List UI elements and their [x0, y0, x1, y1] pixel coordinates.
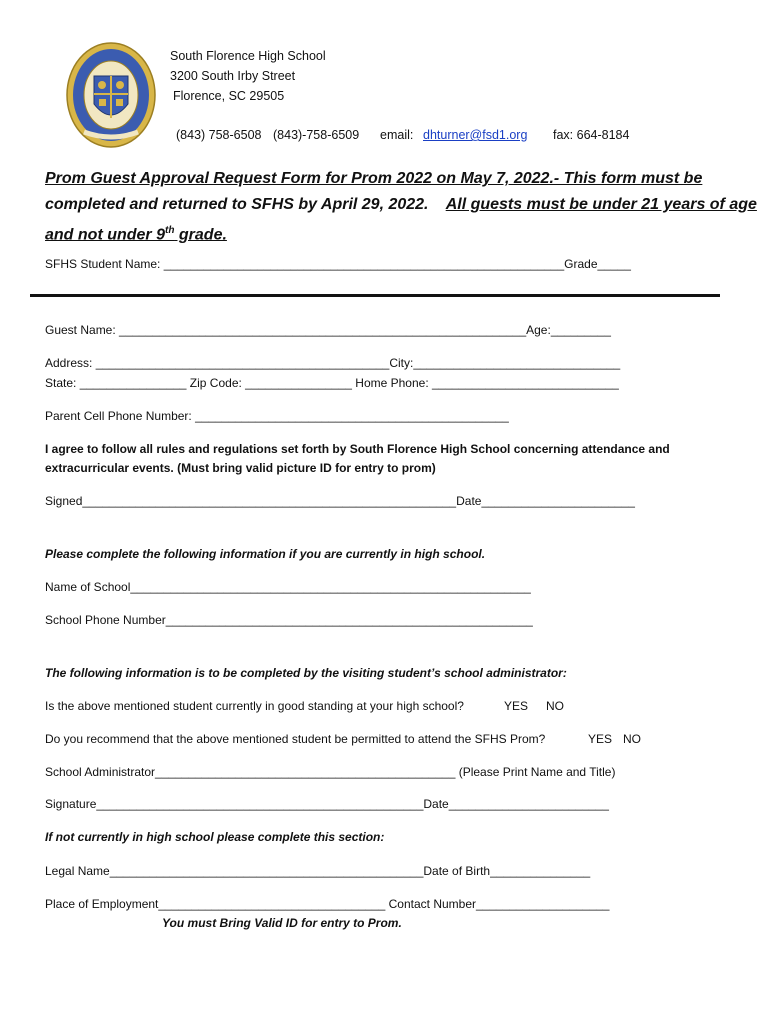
student-name-field[interactable]: SFHS Student Name: ____________________________________________________________Grade_____ — [45, 257, 631, 271]
agreement-line-2: extracurricular events. (Must bring valid picture ID for entry to prom) — [45, 461, 436, 475]
recommend-yes[interactable]: YES — [588, 732, 613, 746]
recommend-no[interactable]: NO — [623, 732, 641, 746]
good-standing-no[interactable]: NO — [546, 699, 564, 713]
school-street: 3200 South Irby Street — [170, 69, 296, 83]
fax-number: fax: 664-8184 — [553, 128, 630, 142]
recommend-question: Do you recommend that the above mentioned student be permitted to attend the SFHS Prom? — [45, 732, 546, 746]
valid-id-note: You must Bring Valid ID for entry to Prom. — [162, 916, 402, 930]
not-in-school-heading: If not currently in high school please complete this section: — [45, 830, 385, 844]
school-name-field[interactable]: Name of School____________________________________________________________ — [45, 580, 531, 594]
section-divider — [30, 294, 720, 297]
school-name: South Florence High School — [170, 49, 326, 63]
parent-phone-field[interactable]: Parent Cell Phone Number: _______________________________________________ — [45, 409, 509, 423]
guest-name-field[interactable]: Guest Name: _____________________________________________________________Age:_________ — [45, 323, 611, 337]
agreement-line-1: I agree to follow all rules and regulations set forth by South Florence High School concerning attendance and — [45, 442, 670, 456]
form-title-line-1: Prom Guest Approval Request Form for Prom 2022 on May 7, 2022.- This form must be — [45, 170, 703, 187]
school-city: Florence, SC 29505 — [173, 89, 285, 103]
state-zip-phone-field[interactable]: State: ________________ Zip Code: ________________ Home Phone: ____________________________ — [45, 376, 619, 390]
phone-2: (843)-758-6509 — [273, 128, 360, 142]
signed-date-field[interactable]: Signed________________________________________________________Date_______________________ — [45, 494, 635, 508]
phone-1: (843) 758-6508 — [176, 128, 262, 142]
deadline-text: completed and returned to SFHS by April 29, 2022. — [45, 196, 429, 213]
form-title-line-2 — [45, 192, 757, 218]
form-title-line-3: and not under 9th grade. — [45, 225, 227, 244]
administrator-heading: The following information is to be completed by the visiting student’s school administrator: — [45, 666, 567, 680]
employment-field[interactable]: Place of Employment__________________________________ Contact Number____________________ — [45, 897, 610, 911]
email-label: email: — [380, 128, 414, 142]
age-requirement: All guests must be under 21 years of age — [445, 196, 757, 213]
email-link[interactable]: dhturner@fsd1.org — [423, 128, 528, 142]
legal-name-field[interactable]: Legal Name_______________________________________________Date of Birth_______________ — [45, 864, 591, 878]
good-standing-question: Is the above mentioned student currently in good standing at your high school? — [45, 699, 464, 713]
good-standing-yes[interactable]: YES — [504, 699, 529, 713]
address-field[interactable]: Address: ____________________________________________City:_______________________________ — [45, 356, 621, 370]
administrator-signature-field[interactable]: Signature_________________________________________________Date________________________ — [45, 797, 609, 811]
administrator-name-field[interactable]: School Administrator_____________________________________________ (Please Print Name and Title) — [45, 765, 616, 779]
school-seal-logo — [66, 42, 156, 148]
high-school-heading: Please complete the following information if you are currently in high school. — [45, 547, 486, 561]
school-phone-field[interactable]: School Phone Number_______________________________________________________ — [45, 613, 533, 627]
